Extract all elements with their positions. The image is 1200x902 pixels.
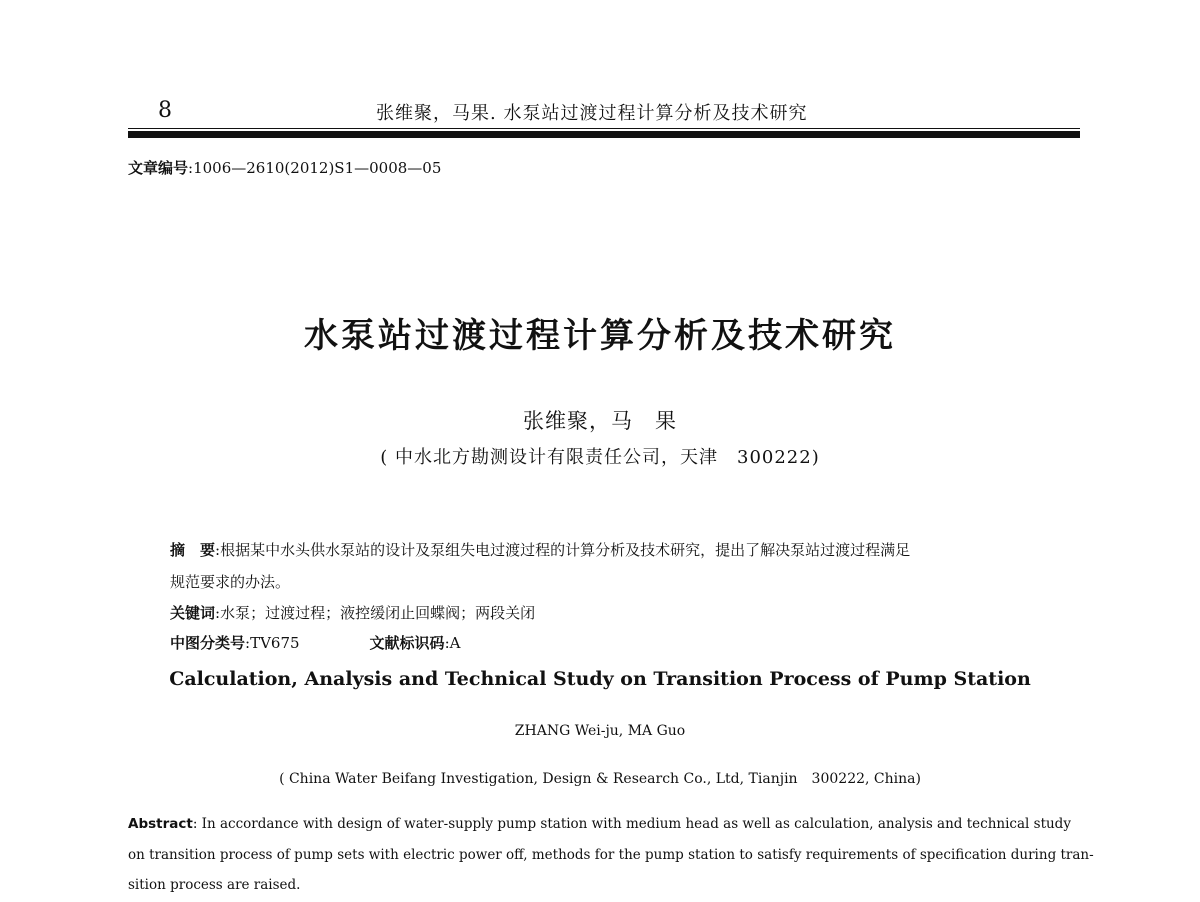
clc-value: :TV675 — [245, 634, 300, 652]
abstract-en-line-3: sition process are raised. — [128, 877, 301, 893]
keywords-zh — [170, 602, 535, 623]
authors-en: ZHANG Wei-ju, MA Guo — [514, 723, 686, 739]
abstract-zh-text-1: :根据某中水头供水泵站的设计及泵组失电过渡过程的计算分析及技术研究，提出了解决泵站过渡过程满足 — [215, 541, 911, 559]
running-header: 张维聚，马果. 水泵站过渡过程计算分析及技术研究 — [376, 103, 808, 124]
header-rule-thick — [128, 131, 1080, 138]
article-number-value: :1006—2610(2012)S1—0008—05 — [188, 159, 442, 177]
header-rule-thin — [128, 128, 1080, 129]
doc-code-value: :A — [444, 634, 461, 652]
clc-label: 中图分类号 — [170, 634, 246, 652]
abstract-en-line-1 — [128, 816, 1071, 832]
article-number-label: 文章编号 — [128, 159, 189, 177]
abstract-en-line-2: on transition process of pump sets with electric power off, methods for the pump station to satisfy requirements of specification during tran- — [128, 847, 1094, 863]
page-number: 8 — [158, 98, 172, 123]
doc-code-label: 文献标识码 — [369, 634, 445, 652]
keywords-zh-value: :水泵；过渡过程；液控缓闭止回蝶阀；两段关闭 — [215, 604, 536, 622]
authors-zh: 张维聚，马 果 — [523, 409, 677, 433]
affiliation-en: ( China Water Beifang Investigation, Design & Research Co., Ltd, Tianjin 300222, China) — [279, 771, 921, 787]
article-number — [128, 157, 441, 178]
paper-title-en: Calculation, Analysis and Technical Study on Transition Process of Pump Station — [169, 668, 1031, 690]
keywords-zh-label: 关键词 — [170, 604, 216, 622]
abstract-en-label: Abstract — [128, 816, 193, 832]
affiliation-zh: ( 中水北方勘测设计有限责任公司，天津 300222) — [380, 447, 820, 468]
abstract-zh-label: 摘 要 — [170, 541, 216, 559]
abstract-zh-line-2: 规范要求的办法。 — [170, 573, 291, 591]
classification-line — [170, 632, 460, 653]
abstract-zh-line-1 — [170, 539, 910, 560]
paper-title-zh: 水泵站过渡过程计算分析及技术研究 — [304, 316, 896, 356]
abstract-en-text-1: : In accordance with design of water-supply pump station with medium head as well as calculation, analysis and technical study — [192, 816, 1071, 832]
